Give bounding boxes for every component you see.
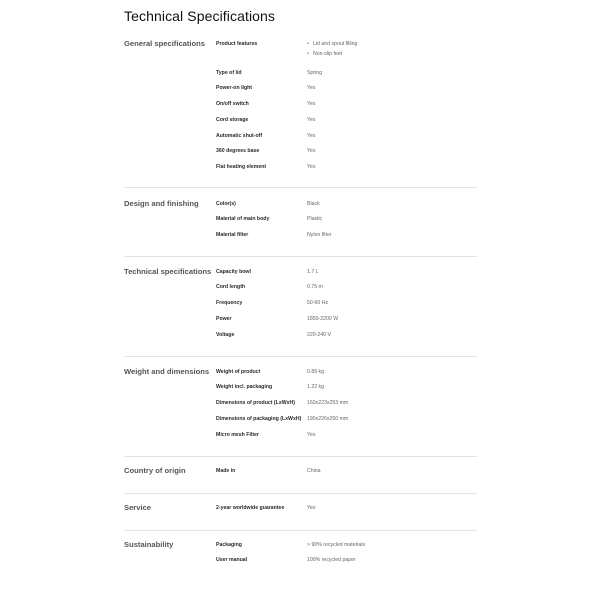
section-weight-and-dimensions bbox=[124, 367, 477, 459]
section-divider bbox=[124, 530, 477, 531]
spec-label: Frequency bbox=[216, 300, 243, 306]
spec-label: Cord length bbox=[216, 284, 246, 290]
spec-value: 1850-2200 W bbox=[307, 316, 339, 322]
spec-label: Dimensions of product (LxWxH) bbox=[216, 400, 295, 406]
spec-label: Weight incl. packaging bbox=[216, 384, 273, 390]
spec-value: China bbox=[307, 468, 321, 474]
spec-value: 0.75 m bbox=[307, 284, 323, 290]
spec-row-material-main-body bbox=[216, 216, 477, 226]
section-title: Technical specifications bbox=[124, 267, 212, 276]
spec-row-product-features bbox=[216, 41, 477, 63]
spec-value: 100% recycled paper bbox=[307, 557, 356, 563]
spec-value: 1.22 kg bbox=[307, 384, 325, 390]
section-divider bbox=[124, 493, 477, 494]
section-title: Country of origin bbox=[124, 466, 186, 475]
spec-label: Type of lid bbox=[216, 70, 242, 76]
spec-value: Nylon filter bbox=[307, 232, 332, 238]
product-features-list bbox=[307, 41, 357, 61]
spec-label: Cord storage bbox=[216, 117, 249, 123]
spec-value: 50-60 Hz bbox=[307, 300, 329, 306]
section-title: Sustainability bbox=[124, 540, 174, 549]
spec-label: Flat heating element bbox=[216, 164, 267, 170]
spec-row-power bbox=[216, 316, 477, 326]
spec-label: Automatic shut-off bbox=[216, 133, 263, 139]
spec-row-voltage bbox=[216, 332, 477, 342]
spec-row-dimensions-of-product bbox=[216, 400, 477, 410]
section-country-of-origin bbox=[124, 466, 477, 496]
spec-value: Yes bbox=[307, 432, 316, 438]
spec-label: Weight of product bbox=[216, 369, 261, 375]
spec-value: Black bbox=[307, 201, 320, 207]
spec-row-made-in bbox=[216, 468, 477, 478]
section-general-specifications bbox=[124, 39, 477, 189]
spec-row-colors bbox=[216, 201, 477, 211]
spec-label: Packaging bbox=[216, 542, 242, 548]
spec-value: Yes bbox=[307, 85, 316, 91]
spec-row-frequency bbox=[216, 300, 477, 310]
spec-label: Dimensions of packaging (LxWxH) bbox=[216, 416, 302, 422]
spec-row-packaging bbox=[216, 542, 477, 552]
section-divider bbox=[124, 356, 477, 357]
bullet-item: • Non-slip feet bbox=[307, 51, 357, 61]
spec-value: Yes bbox=[307, 133, 316, 139]
spec-label: Power bbox=[216, 316, 232, 322]
spec-label: Material of main body bbox=[216, 216, 270, 222]
section-divider bbox=[124, 456, 477, 457]
spec-row-cord-length bbox=[216, 284, 477, 294]
spec-row-on-off-switch bbox=[216, 101, 477, 111]
spec-label: User manual bbox=[216, 557, 248, 563]
spec-row-360-degrees-base bbox=[216, 148, 477, 158]
spec-value: Spring bbox=[307, 70, 322, 76]
page-title: Technical Specifications bbox=[124, 8, 276, 24]
spec-label: Material filter bbox=[216, 232, 249, 238]
section-title: General specifications bbox=[124, 39, 206, 48]
section-title: Design and finishing bbox=[124, 199, 199, 208]
spec-value: Yes bbox=[307, 101, 316, 107]
section-title: Weight and dimensions bbox=[124, 367, 210, 376]
section-technical-specifications bbox=[124, 267, 477, 359]
spec-value: 1.7 L bbox=[307, 269, 319, 275]
spec-value: Plastic bbox=[307, 216, 323, 222]
section-title: Service bbox=[124, 503, 152, 512]
bullet-item: • Lid and spout filling bbox=[307, 41, 357, 51]
spec-label: Made in bbox=[216, 468, 236, 474]
spec-value: Yes bbox=[307, 148, 316, 154]
spec-value: Yes bbox=[307, 505, 316, 511]
spec-row-dimensions-of-packaging bbox=[216, 416, 477, 426]
spec-row-worldwide-guarantee bbox=[216, 505, 477, 515]
spec-label: 2-year worldwide guarantee bbox=[216, 505, 285, 511]
section-divider bbox=[124, 256, 477, 257]
spec-label: 360 degrees base bbox=[216, 148, 260, 154]
spec-label: Color(s) bbox=[216, 201, 236, 207]
section-design-and-finishing bbox=[124, 199, 477, 259]
spec-row-power-on-light bbox=[216, 85, 477, 95]
spec-row-weight-of-product bbox=[216, 369, 477, 379]
spec-value: 160x223x253 mm bbox=[307, 400, 349, 406]
spec-value: > 90% recycled materials bbox=[307, 542, 366, 548]
spec-row-weight-incl-packaging bbox=[216, 384, 477, 394]
spec-row-micro-mesh-filter bbox=[216, 432, 477, 442]
spec-label: Power-on light bbox=[216, 85, 253, 91]
spec-row-flat-heating-element bbox=[216, 164, 477, 174]
section-service bbox=[124, 503, 477, 533]
section-divider bbox=[124, 187, 477, 188]
spec-label: Voltage bbox=[216, 332, 235, 338]
spec-label: On/off switch bbox=[216, 101, 249, 107]
spec-row-cord-storage bbox=[216, 117, 477, 127]
spec-row-automatic-shut-off bbox=[216, 133, 477, 143]
spec-row-material-filter bbox=[216, 232, 477, 242]
spec-row-type-of-lid bbox=[216, 70, 477, 80]
spec-value: 0.89 kg bbox=[307, 369, 325, 375]
spec-label: Product features bbox=[216, 41, 258, 47]
spec-label: Micro mesh Filter bbox=[216, 432, 259, 438]
spec-value: Yes bbox=[307, 117, 316, 123]
spec-value: Yes bbox=[307, 164, 316, 170]
spec-row-capacity-bowl bbox=[216, 269, 477, 279]
spec-row-user-manual bbox=[216, 557, 477, 567]
spec-value: 190x226x250 mm bbox=[307, 416, 349, 422]
section-sustainability bbox=[124, 540, 477, 580]
spec-value: 220-240 V bbox=[307, 332, 331, 338]
spec-label: Capacity bowl bbox=[216, 269, 251, 275]
